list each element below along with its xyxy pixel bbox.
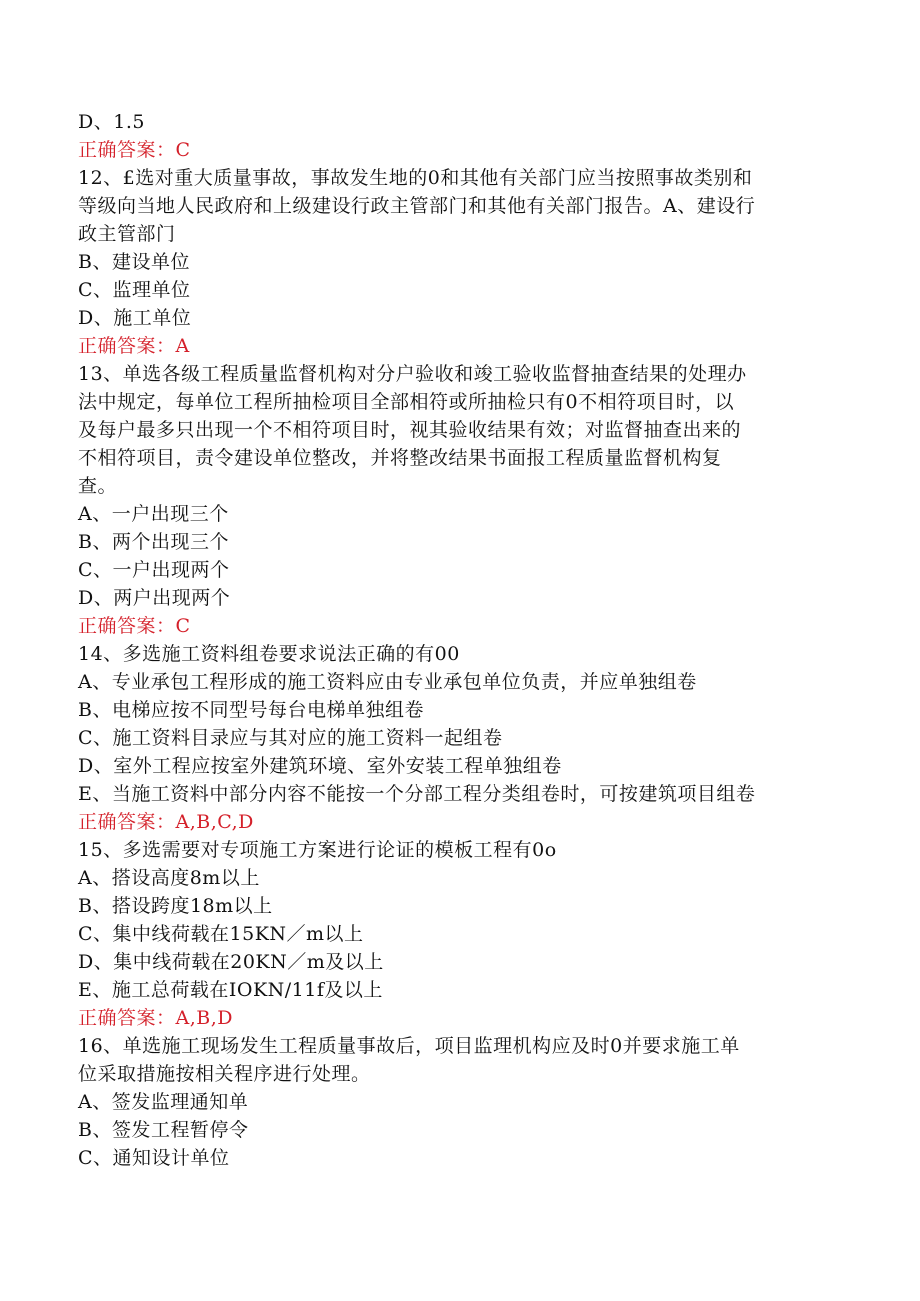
text-line: C、施工资料目录应与其对应的施工资料一起组卷 — [78, 727, 503, 749]
text-line: C、一户出现两个 — [78, 559, 230, 581]
answer-line: 正确答案：A,B,C,D — [78, 811, 254, 833]
text-line: C、监理单位 — [78, 279, 191, 301]
text-line: B、两个出现三个 — [78, 531, 229, 553]
text-line: 法中规定，每单位工程所抽检项目全部相符或所抽检只有0不相符项目时，以 — [78, 391, 735, 413]
text-line: D、集中线荷载在20KN／m及以上 — [78, 951, 384, 973]
text-line: C、集中线荷载在15KN／m以上 — [78, 923, 364, 945]
text-line: 不相符项目，责令建设单位整改，并将整改结果书面报工程质量监督机构复 — [78, 447, 722, 469]
text-line: A、专业承包工程形成的施工资料应由专业承包单位负责，并应单独组卷 — [78, 671, 697, 693]
text-line: B、建设单位 — [78, 251, 190, 273]
text-line: 14、多选施工资料组卷要求说法正确的有00 — [78, 643, 460, 665]
text-line: D、施工单位 — [78, 307, 192, 329]
text-line: 及每户最多只出现一个不相符项目时，视其验收结果有效；对监督抽查出来的 — [78, 419, 742, 441]
text-line: 政主管部门 — [78, 223, 176, 245]
answer-line: 正确答案：A,B,D — [78, 1007, 233, 1029]
text-line: B、签发工程暂停令 — [78, 1119, 249, 1141]
text-line: A、搭设高度8m以上 — [78, 867, 260, 889]
text-line: D、1.5 — [78, 111, 145, 133]
text-line: 等级向当地人民政府和上级建设行政主管部门和其他有关部门报告。A、建设行 — [78, 195, 756, 217]
text-line: B、电梯应按不同型号每台电梯单独组卷 — [78, 699, 424, 721]
text-line: A、一户出现三个 — [78, 503, 229, 525]
text-line: 位采取措施按相关程序进行处理。 — [78, 1063, 371, 1085]
text-line: 查。 — [78, 475, 118, 497]
text-line: C、通知设计单位 — [78, 1147, 230, 1169]
answer-line: 正确答案：A — [78, 335, 190, 357]
answer-line: 正确答案：C — [78, 615, 191, 637]
question-list — [78, 108, 838, 1172]
text-line: 12、£选对重大质量事故，事故发生地的0和其他有关部门应当按照事故类别和 — [78, 167, 753, 189]
answer-line: 正确答案：C — [78, 139, 191, 161]
text-line: D、两户出现两个 — [78, 587, 231, 609]
text-line: D、室外工程应按室外建筑环境、室外安装工程单独组卷 — [78, 755, 562, 777]
text-line: E、施工总荷载在IOKN/11f及以上 — [78, 979, 383, 1001]
text-line: 15、多选需要对专项施工方案进行论证的模板工程有0o — [78, 839, 557, 861]
text-line: B、搭设跨度18m以上 — [78, 895, 273, 917]
text-line: E、当施工资料中部分内容不能按一个分部工程分类组卷时，可按建筑项目组卷 — [78, 783, 756, 805]
text-line: A、签发监理通知单 — [78, 1091, 249, 1113]
text-line: 13、单选各级工程质量监督机构对分户验收和竣工验收监督抽查结果的处理办 — [78, 363, 747, 385]
text-line: 16、单选施工现场发生工程质量事故后，项目监理机构应及时0并要求施工单 — [78, 1035, 740, 1057]
